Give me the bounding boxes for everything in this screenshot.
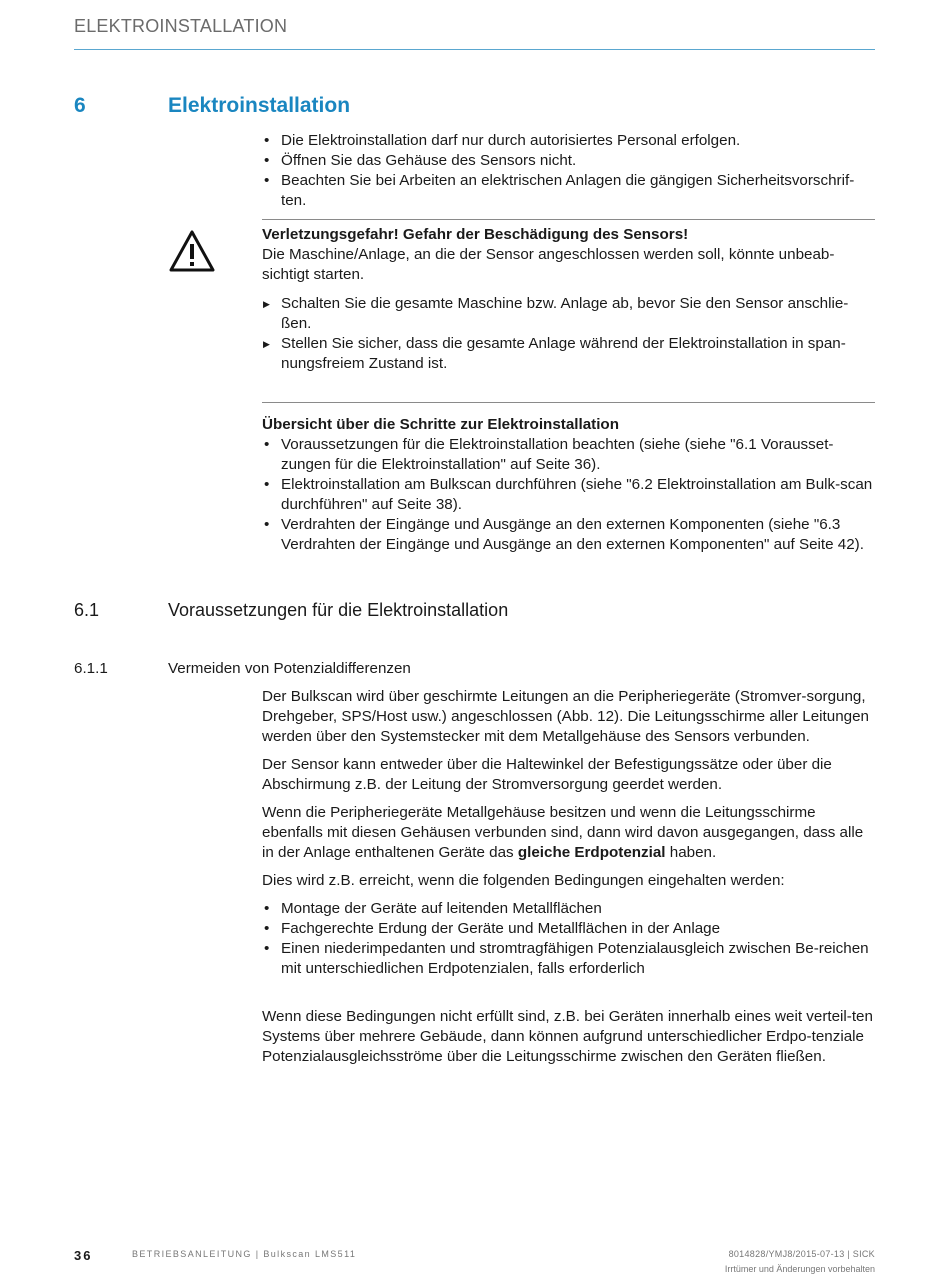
body-text (262, 687, 875, 1075)
paragraph: Dies wird z.B. erreicht, wenn die folgenden Bedingungen eingehalten werden: (262, 872, 785, 889)
warning-text: Die Maschine/Anlage, an die der Sensor angeschlossen werden soll, könnte unbeab-sichtigt starten. (262, 246, 835, 283)
subsubsection-number: 6.1.1 (74, 660, 108, 677)
paragraph: Der Bulkscan wird über geschirmte Leitungen an die Peripheriegeräte (Stromver-sorgung, Drehgeber, SPS/Host usw.) angeschlossen (Abb. 12). Die Leitungsschirme aller Leitungen werden über den Systemstecker mit dem Metallgehäuse des Sensors verbunden. (262, 688, 869, 745)
overview-block (262, 415, 875, 555)
footer-disclaimer: Irrtümer und Änderungen vorbehalten (724, 1264, 875, 1274)
overview-divider (262, 402, 875, 403)
list-item: • Verdrahten der Eingänge und Ausgänge an den externen Komponenten (siehe "6.3 Verdrahten der Eingänge und Ausgänge an den externen Komponenten" auf Seite 42). (262, 515, 875, 555)
warning-top-divider (262, 219, 875, 220)
action-item: ▶ Schalten Sie die gesamte Maschine bzw. Anlage ab, bevor Sie den Sensor anschlie-ßen. (262, 294, 875, 334)
emphasis-text: gleiche Erdpotenzial (517, 844, 666, 861)
page-number: 36 (74, 1248, 93, 1263)
paragraph-text: haben. (665, 844, 717, 861)
list-item: • Die Elektroinstallation darf nur durch autorisiertes Personal erfolgen. (262, 131, 875, 151)
subsection-title: Voraussetzungen für die Elektroinstallation (168, 600, 509, 620)
subsubsection-title: Vermeiden von Potenzialdifferenzen (168, 660, 411, 677)
list-item: • Elektroinstallation am Bulkscan durchführen (siehe "6.2 Elektroinstallation am Bulk-scan durchführen" auf Seite 38). (262, 475, 875, 515)
overview-title: Übersicht über die Schritte zur Elektroinstallation (262, 416, 619, 433)
subsection-number: 6.1 (74, 600, 100, 620)
list-item: • Einen niederimpedanten und stromtragfähigen Potenzialausgleich zwischen Be-reichen mit unterschiedlichen Erdpotenzialen, falls erforderlich (262, 939, 875, 979)
paragraph: Der Sensor kann entweder über die Haltewinkel der Befestigungssätze oder über die Abschirmung z.B. der Leitung der Stromversorgung geerdet werden. (262, 756, 832, 793)
action-item: ▶ Stellen Sie sicher, dass die gesamte Anlage während der Elektroinstallation in span-nungsfreiem Zustand ist. (262, 334, 875, 374)
intro-list (262, 131, 875, 211)
list-item: • Montage der Geräte auf leitenden Metallflächen (262, 899, 875, 919)
footer-document-title: BETRIEBSANLEITUNG | Bulkscan LMS511 (132, 1249, 357, 1259)
running-header: ELEKTROINSTALLATION (74, 16, 288, 36)
header-divider (74, 49, 875, 50)
footer-reference: 8014828/YMJ8/2015-07-13 | SICK (728, 1249, 875, 1259)
section-number: 6 (74, 94, 86, 117)
list-item: • Voraussetzungen für die Elektroinstallation beachten (siehe (siehe "6.1 Vorausset-zungen für die Elektroinstallation" auf Seite 36). (262, 435, 875, 475)
paragraph: Wenn diese Bedingungen nicht erfüllt sind, z.B. bei Geräten innerhalb eines weit verteil-ten Systems über mehrere Gebäude, dann können aufgrund unterschiedlicher Erdpo-tenziale Potenzialausgleichsströme über die Leitungsschirme zwischen den Geräten fließen. (262, 1008, 873, 1065)
section-title: Elektroinstallation (168, 94, 351, 117)
list-item: • Beachten Sie bei Arbeiten an elektrischen Anlagen die gängigen Sicherheitsvorschrif-ten. (262, 171, 875, 211)
paragraph (262, 803, 875, 863)
list-item: • Öffnen Sie das Gehäuse des Sensors nicht. (262, 151, 875, 171)
list-item: • Fachgerechte Erdung der Geräte und Metallflächen in der Anlage (262, 919, 875, 939)
warning-triangle-icon (168, 229, 216, 273)
paragraph-text: Wenn die Peripheriegeräte Metallgehäuse besitzen und wenn die Leitungsschirme ebenfalls mit diesen Gehäusen verbunden sind, dann wird davon ausgegangen, dass alle in der Anlage enthaltenen Geräte das (262, 804, 864, 861)
warning-title: Verletzungsgefahr! Gefahr der Beschädigung des Sensors! (262, 226, 689, 243)
warning-block (262, 225, 875, 374)
